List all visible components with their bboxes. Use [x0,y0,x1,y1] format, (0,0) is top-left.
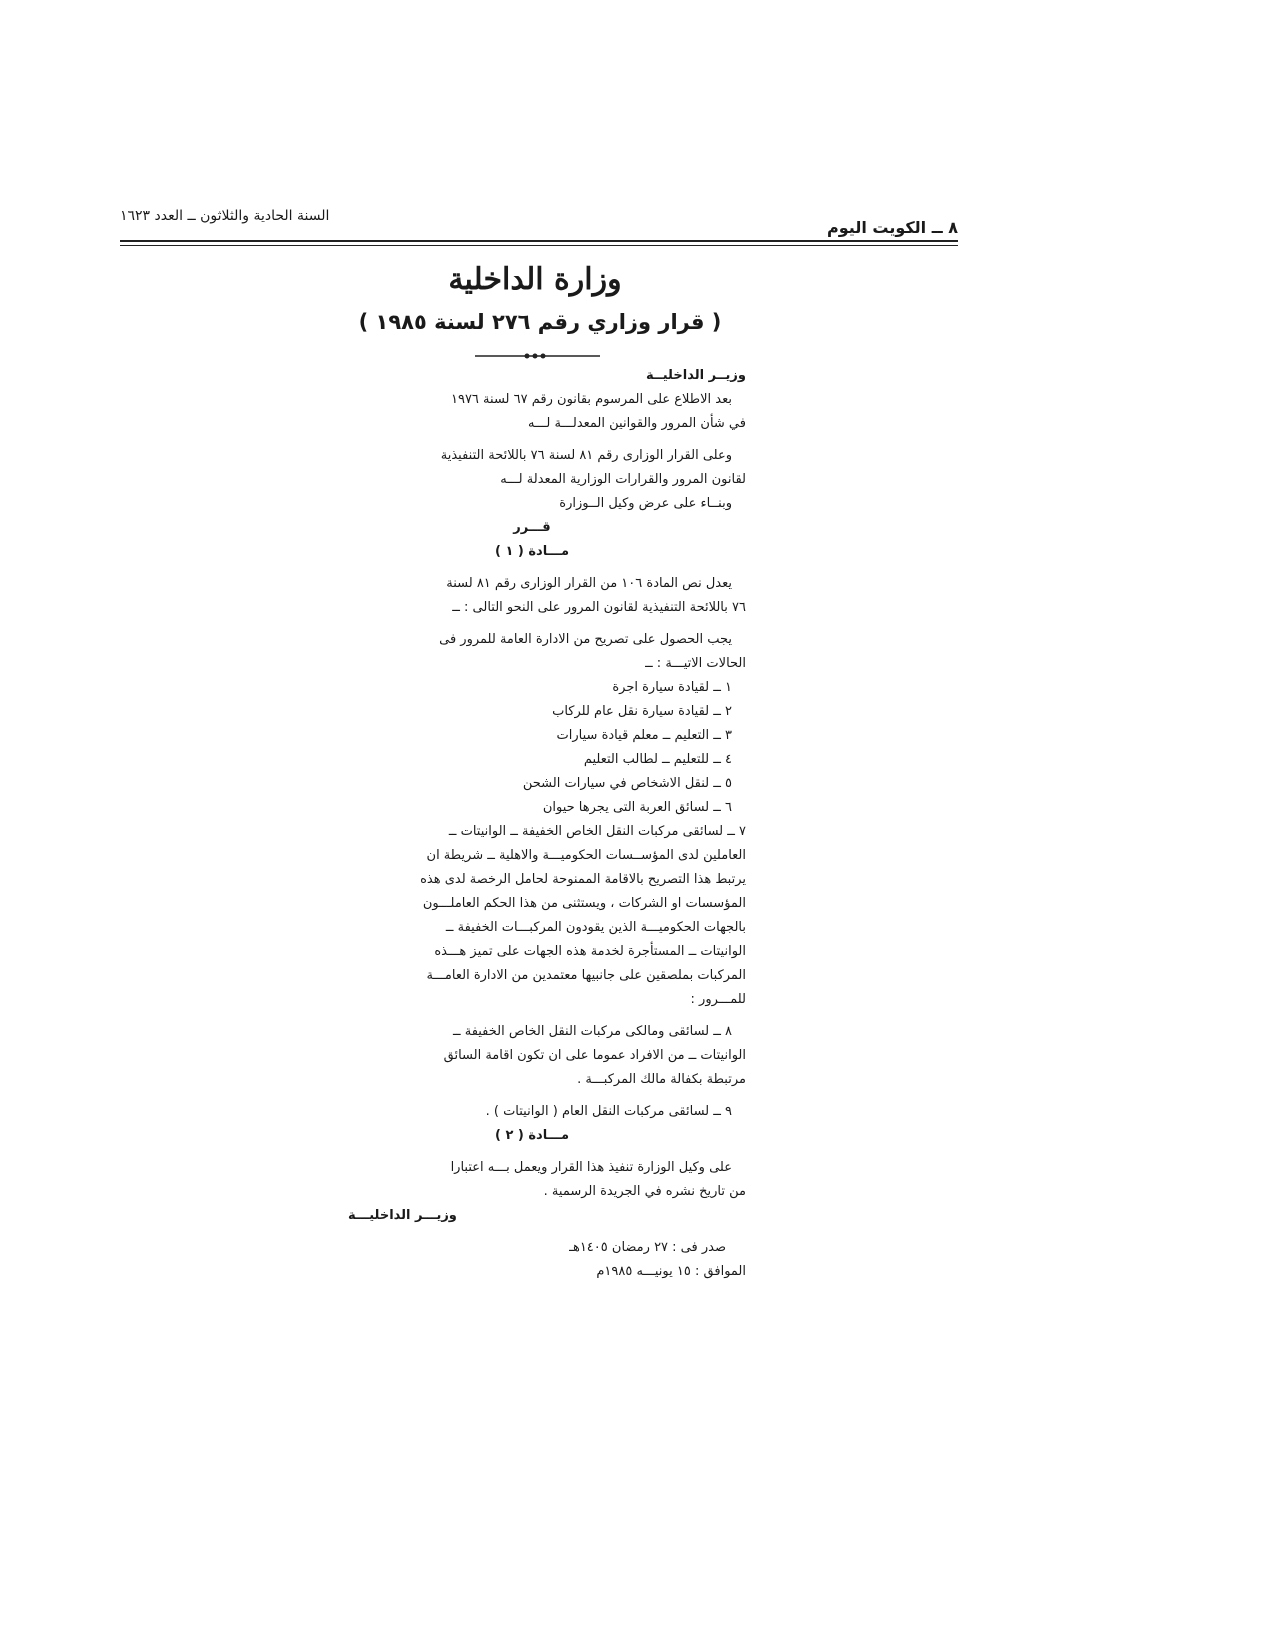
list-item-7-line: بالجهات الحكوميـــة الذين يقودون المركبـــات الخفيفة ــ [445,920,746,935]
article-text-line: على وكيل الوزارة تنفيذ هذا القرار ويعمل بـــه اعتبارا [450,1160,732,1175]
list-item: ٣ ــ التعليم ــ معلم قيادة سيارات [556,728,732,743]
header-rule-thin [120,245,958,246]
preamble-line: في شأن المرور والقوانين المعدلـــة لـــه [527,416,746,431]
list-item: ٦ ــ لسائق العربة التى يجرها حيوان [542,800,732,815]
issue-label: السنة الحادية والثلاثون ــ العدد ١٦٢٣ [120,208,330,224]
corresponding-date: الموافق : ١٥ يونيـــه ١٩٨٥م [596,1264,746,1279]
issue-date: صدر فى : ٢٧ رمضان ١٤٠٥هـ [569,1240,726,1255]
article-text-line: ٧٦ باللائحة التنفيذية لقانون المرور على النحو التالى : ــ [452,600,746,615]
article-text-line: يعدل نص المادة ١٠٦ من القرار الوزارى رقم ٨١ لسنة [446,576,732,591]
decision-body [318,364,746,1284]
minister-heading: وزيــر الداخليــة [645,368,746,383]
list-item-7-line: المركبات بملصقين على جانبيها معتمدين من الادارة العامـــة [426,968,746,983]
title-ornament [475,352,600,360]
publication-page-label: ٨ ــ الكويت اليوم [827,218,958,237]
list-item-8-line: مرتبطة بكفالة مالك المركبـــة . [577,1072,746,1087]
article-text-line: يجب الحصول على تصريح من الادارة العامة للمرور فى [439,632,732,647]
list-item-7-line: العاملين لدى المؤســسات الحكوميـــة والاهلية ــ شريطة ان [426,848,746,863]
header-rule-thick [120,240,958,242]
list-item-8-line: الوانيتات ــ من الافراد عموما على ان تكون اقامة السائق [443,1048,746,1063]
list-item-7-line: للمـــرور : [690,992,746,1007]
decided-heading: قـــرر [513,520,551,535]
list-item: ١ ــ لقيادة سيارة اجرة [612,680,732,695]
list-item-7-line: ٧ ــ لسائقى مركبات النقل الخاص الخفيفة ــ الوانيتات ــ [448,824,746,839]
preamble-line: وعلى القرار الوزارى رقم ٨١ لسنة ٧٦ باللائحة التنفيذية [440,448,732,463]
list-item: ٥ ــ لنقل الاشخاص في سيارات الشحن [522,776,732,791]
ministry-title: وزارة الداخلية [448,262,622,297]
decision-title: ( قرار وزاري رقم ٢٧٦ لسنة ١٩٨٥ ) [358,310,722,334]
list-item-9: ٩ ــ لسائقى مركبات النقل العام ( الوانيتات ) . [485,1104,732,1119]
article-2-heading: مـــادة ( ٢ ) [494,1128,569,1143]
list-item-8-line: ٨ ــ لسائقى ومالكى مركبات النقل الخاص الخفيفة ــ [452,1024,732,1039]
preamble-line: لقانون المرور والقرارات الوزارية المعدلة لـــه [500,472,746,487]
preamble-line: بعد الاطلاع على المرسوم بقانون رقم ٦٧ لسنة ١٩٧٦ [450,392,732,407]
list-item-7-line: يرتبط هذا التصريح بالاقامة الممنوحة لحامل الرخصة لدى هذه [420,872,746,887]
list-item: ٤ ــ للتعليم ــ لطالب التعليم [583,752,732,767]
list-item-7-line: الوانيتات ــ المستأجرة لخدمة هذه الجهات على تميز هـــذه [434,944,746,959]
signature: وزيـــر الداخليـــة [348,1208,457,1223]
list-item: ٢ ــ لقيادة سيارة نقل عام للركاب [552,704,732,719]
article-text-line: من تاريخ نشره في الجريدة الرسمية . [543,1184,746,1199]
list-item-7-line: المؤسسات او الشركات ، ويستثنى من هذا الحكم العاملـــون [422,896,746,911]
article-1-heading: مـــادة ( ١ ) [494,544,569,559]
preamble-line: وبنــاء على عرض وكيل الــوزارة [559,496,732,511]
article-text-line: الحالات الاتيـــة : ــ [645,656,746,671]
